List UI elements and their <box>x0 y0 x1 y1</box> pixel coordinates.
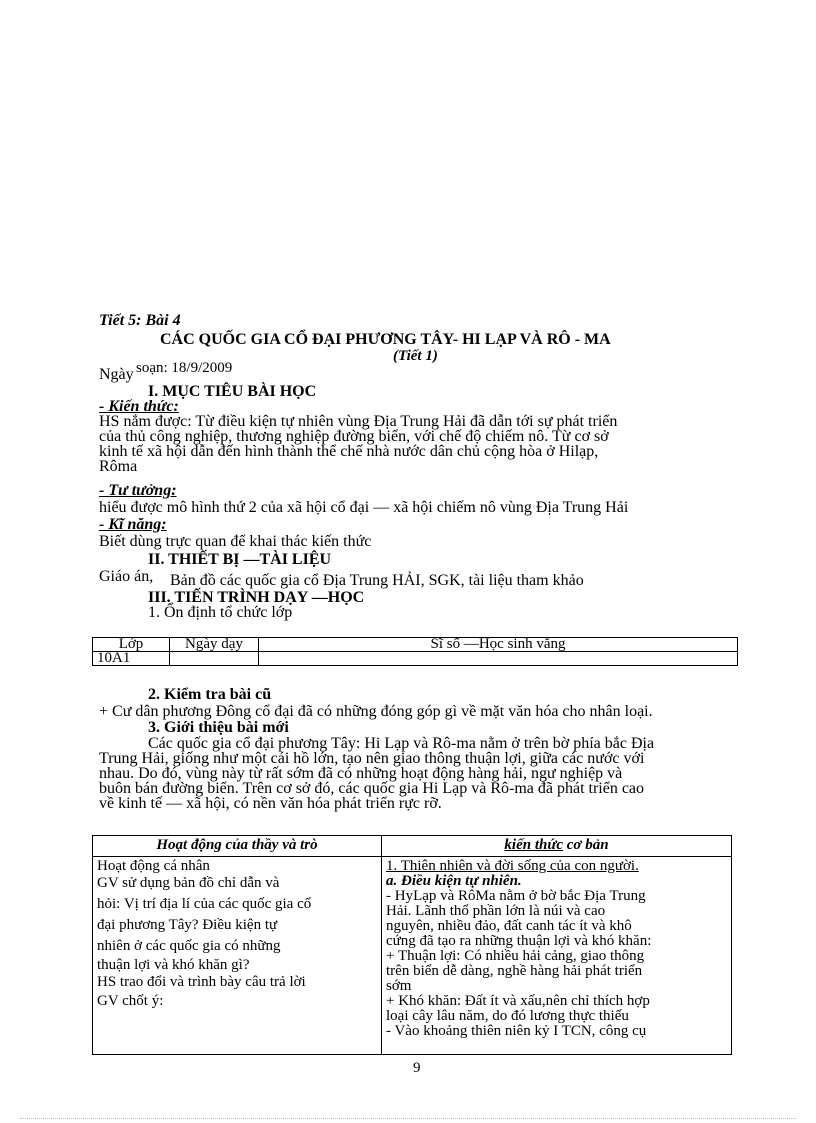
lesson-period: (Tiết 1) <box>393 348 438 364</box>
skill-text: Biết dùng trực quan để khai thác kiến thức <box>99 533 372 550</box>
header-attendance: Sĩ số —Học sinh vắng <box>259 638 738 652</box>
cell-date <box>170 652 259 666</box>
lesson-label: Tiết 5: Bài 4 <box>99 312 181 329</box>
header-knowledge: kiến thức cơ bản <box>382 836 732 857</box>
class-table-header <box>93 638 738 652</box>
header-class: Lớp <box>93 638 170 652</box>
skill-label: - Kĩ năng: <box>99 516 167 533</box>
activity-left-cell: Hoạt động cá nhân GV sử dụng bản đồ chỉ dẫn và hỏi: Vị trí địa lí của các quốc gia cổ đại phương Tây? Điều kiện tự nhiên ở các quốc gia có những thuận lợi và khó khăn gì? HS trao đổi và trình bày câu trả lời GV chốt ý: <box>93 857 382 1055</box>
header-activity: Hoạt động của thầy và trò <box>93 836 382 857</box>
thought-text: hiểu được mô hình thứ 2 của xã hội cổ đại — xã hội chiếm nô vùng Địa Trung Hải <box>99 499 629 516</box>
date-prefix: Ngày <box>99 366 134 383</box>
class-table <box>92 637 738 666</box>
activity-table <box>92 835 732 1055</box>
section2-text: Bản đồ các quốc gia cổ Địa Trung HẢI, SGK, tài liệu tham khảo <box>170 572 584 589</box>
step2-question: + Cư dân phương Đông cổ đại đã có những đóng góp gì về mặt văn hóa cho nhân loại. <box>99 703 653 720</box>
intro-paragraph: Các quốc gia cổ đại phương Tây: Hi Lạp và Rô-ma nằm ở trên bờ phía bắc Địa Trung Hải, giống như một cái hồ lớn, tạo nên giao thông thuận lợi, giữa các nước với nhau. Do đó, vùng này từ rất sớm đã có những hoạt động hàng hải, ngư nghiệp và buôn bán đường biển. Trên cơ sở đó, các quốc gia Hi Lạp và Rô-ma đã phát triển cao về kinh tế — xã hội, có nền văn hóa phát triển rực rỡ. <box>99 735 655 812</box>
date-text: soạn: 18/9/2009 <box>136 360 233 376</box>
activity-right-cell: 1. Thiên nhiên và đời sống của con người. a. Điều kiện tự nhiên. - HyLạp và RôMa nằm ở bờ bắc Địa Trung Hải. Lãnh thổ phần lớn là núi và cao nguyên, nhiều đảo, đất canh tác ít và khô cứng đã tạo ra những thuận lợi và khó khăn: + Thuận lợi: Có nhiều hải cảng, giao thông trên biển dễ dàng, nghề hàng hải phát triển sớm + Khó khăn: Đất ít và xấu,nên chỉ thích hợp loại cây lâu năm, do đó lương thực thiếu - Vào khoảng thiên niên kỷ I TCN, công cụ <box>382 857 732 1055</box>
header-date: Ngày dạy <box>170 638 259 652</box>
lesson-title: CÁC QUỐC GIA CỔ ĐẠI PHƯƠNG TÂY- HI LẠP VÀ RÔ - MA <box>160 331 611 348</box>
section2-prefix: Giáo án, <box>99 568 154 585</box>
table-row <box>93 652 738 666</box>
step2: 2. Kiểm tra bài cũ <box>148 686 272 703</box>
thought-label: - Tư tưởng: <box>99 482 177 499</box>
section3-heading: III. TIẾN TRÌNH DẠY —HỌC <box>148 589 365 606</box>
knowledge-text: HS nắm được: Từ điều kiện tự nhiên vùng Địa Trung Hải đã dẫn tới sự phát triển của thủ công nghiệp, thương nghiệp đường biển, với chế độ chiếm nô. Từ cơ sở kinh tế xã hội dẫn đến hình thành thể chế nhà nước dân chủ cộng hòa ở Hilạp, Rôma <box>99 413 618 475</box>
activity-table-header <box>93 836 732 857</box>
section2-heading: II. THIẾT BỊ —TÀI LIỆU <box>148 551 332 568</box>
section1-heading: I. MỤC TIÊU BÀI HỌC <box>148 383 317 400</box>
page-number: 9 <box>413 1060 421 1076</box>
knowledge-label: - Kiến thức: <box>99 398 179 415</box>
page-divider <box>20 1118 796 1119</box>
activity-table-row <box>93 857 732 1055</box>
cell-attendance <box>259 652 738 666</box>
step1: 1. Ổn định tổ chức lớp <box>148 604 293 621</box>
cell-class: 10A1 <box>93 652 170 666</box>
step3: 3. Giới thiệu bài mới <box>148 719 289 736</box>
